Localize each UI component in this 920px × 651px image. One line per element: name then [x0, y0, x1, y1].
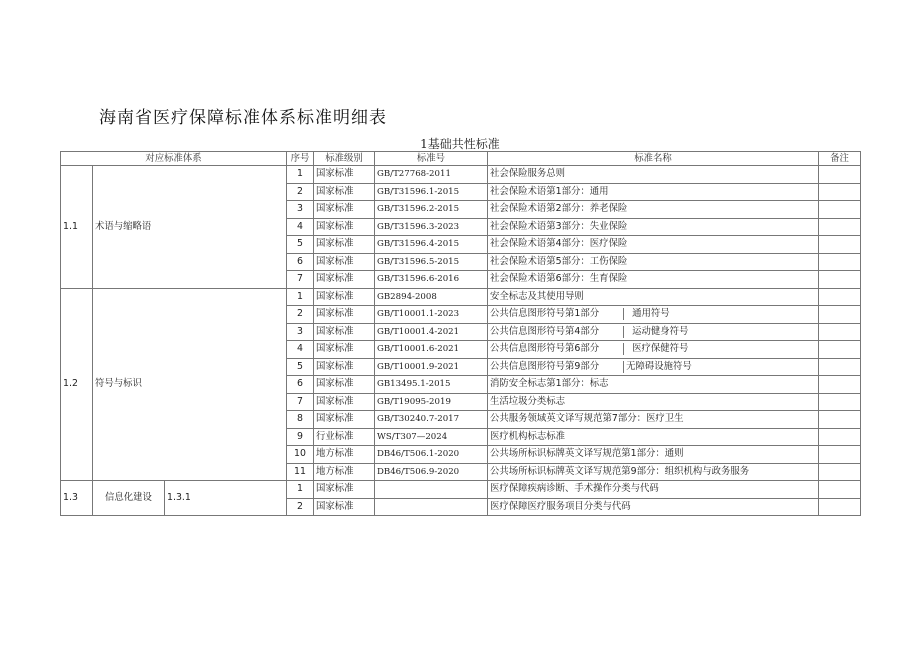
- header-code: 标准号: [375, 152, 488, 166]
- name-cell: [488, 358, 819, 376]
- level-cell: 国家标准: [314, 201, 375, 219]
- name-cell: 公共场所标识标牌英文译写规范第1部分：通则: [488, 446, 819, 464]
- remark-cell: [819, 166, 861, 184]
- header-level: 标准级别: [314, 152, 375, 166]
- code-cell: GB/T10001.9-2021: [375, 358, 488, 376]
- seq-cell: 6: [287, 376, 314, 394]
- seq-cell: 2: [287, 306, 314, 324]
- table-row: [61, 166, 861, 184]
- remark-cell: [819, 253, 861, 271]
- name-cell: 社会保险术语第5部分：工伤保险: [488, 253, 819, 271]
- name-cell: 医疗保障疾病诊断、手术操作分类与代码: [488, 481, 819, 499]
- header-remark: 备注: [819, 152, 861, 166]
- code-cell: DB46/T506.9-2020: [375, 463, 488, 481]
- level-cell: 国家标准: [314, 271, 375, 289]
- name-cell: 医疗保障医疗服务项目分类与代码: [488, 498, 819, 516]
- category-number: 1.2: [61, 288, 93, 481]
- level-cell: 国家标准: [314, 236, 375, 254]
- code-cell: GB/T31596.1-2015: [375, 183, 488, 201]
- seq-cell: 11: [287, 463, 314, 481]
- seq-cell: 2: [287, 183, 314, 201]
- remark-cell: [819, 498, 861, 516]
- seq-cell: 9: [287, 428, 314, 446]
- level-cell: 国家标准: [314, 253, 375, 271]
- name-cell: 公共场所标识标牌英文译写规范第9部分：组织机构与政务服务: [488, 463, 819, 481]
- remark-cell: [819, 288, 861, 306]
- standards-table: [60, 151, 861, 516]
- subcategory-number: 1.3.1: [165, 481, 287, 516]
- name-cell: 消防安全标志第1部分：标志: [488, 376, 819, 394]
- remark-cell: [819, 271, 861, 289]
- name-cell: 社会保险服务总则: [488, 166, 819, 184]
- seq-cell: 7: [287, 393, 314, 411]
- name-text: 公共信息图形符号第4部分: [490, 325, 600, 337]
- name-cell: 社会保险术语第6部分：生育保险: [488, 271, 819, 289]
- seq-cell: 7: [287, 271, 314, 289]
- name-cell: [488, 306, 819, 324]
- seq-cell: 3: [287, 323, 314, 341]
- seq-cell: 4: [287, 341, 314, 359]
- level-cell: 国家标准: [314, 498, 375, 516]
- code-cell: GB/T31596.2-2015: [375, 201, 488, 219]
- name-cell: 社会保险术语第1部分：通用: [488, 183, 819, 201]
- name-cell: 社会保险术语第3部分：失业保险: [488, 218, 819, 236]
- code-cell: GB13495.1-2015: [375, 376, 488, 394]
- category-label: 术语与缩略语: [93, 166, 287, 289]
- category-label: 符号与标识: [93, 288, 287, 481]
- level-cell: 国家标准: [314, 183, 375, 201]
- code-cell: GB/T27768-2011: [375, 166, 488, 184]
- name-note: 通用符号: [623, 308, 773, 320]
- name-cell: 生活垃圾分类标志: [488, 393, 819, 411]
- remark-cell: [819, 481, 861, 499]
- seq-cell: 5: [287, 358, 314, 376]
- name-cell: 社会保险术语第4部分：医疗保险: [488, 236, 819, 254]
- remark-cell: [819, 463, 861, 481]
- seq-cell: 1: [287, 288, 314, 306]
- remark-cell: [819, 306, 861, 324]
- section-title: 1基础共性标准: [420, 137, 500, 151]
- level-cell: 国家标准: [314, 358, 375, 376]
- name-cell: 公共服务领域英文译写规范第7部分：医疗卫生: [488, 411, 819, 429]
- seq-cell: 10: [287, 446, 314, 464]
- seq-cell: 2: [287, 498, 314, 516]
- remark-cell: [819, 393, 861, 411]
- level-cell: 国家标准: [314, 411, 375, 429]
- code-cell: GB/T19095-2019: [375, 393, 488, 411]
- level-cell: 国家标准: [314, 341, 375, 359]
- seq-cell: 8: [287, 411, 314, 429]
- name-cell: 社会保险术语第2部分：养老保险: [488, 201, 819, 219]
- level-cell: 国家标准: [314, 481, 375, 499]
- name-note: 医疗保健符号: [623, 343, 773, 355]
- level-cell: 国家标准: [314, 306, 375, 324]
- seq-cell: 1: [287, 481, 314, 499]
- level-cell: 地方标准: [314, 446, 375, 464]
- remark-cell: [819, 428, 861, 446]
- level-cell: 国家标准: [314, 393, 375, 411]
- header-name: 标准名称: [488, 152, 819, 166]
- remark-cell: [819, 358, 861, 376]
- table-row: [61, 288, 861, 306]
- code-cell: GB/T10001.4-2021: [375, 323, 488, 341]
- remark-cell: [819, 183, 861, 201]
- code-cell: [375, 481, 488, 499]
- level-cell: 国家标准: [314, 376, 375, 394]
- name-text: 公共信息图形符号第6部分: [490, 343, 600, 355]
- document-title: 海南省医疗保障标准体系标准明细表: [99, 108, 387, 128]
- table-row: [61, 481, 861, 499]
- remark-cell: [819, 218, 861, 236]
- code-cell: GB/T31596.3-2023: [375, 218, 488, 236]
- level-cell: 国家标准: [314, 218, 375, 236]
- name-text: 公共信息图形符号第1部分: [490, 308, 600, 320]
- name-text: 公共信息图形符号第9部分: [490, 360, 600, 372]
- level-cell: 国家标准: [314, 166, 375, 184]
- code-cell: WS/T307—2024: [375, 428, 488, 446]
- remark-cell: [819, 236, 861, 254]
- level-cell: 行业标准: [314, 428, 375, 446]
- category-label: 信息化建设: [93, 481, 165, 516]
- name-cell: 医疗机构标志标准: [488, 428, 819, 446]
- code-cell: GB/T31596.4-2015: [375, 236, 488, 254]
- header-row: [61, 152, 861, 166]
- level-cell: 国家标准: [314, 288, 375, 306]
- header-seq: 序号: [287, 152, 314, 166]
- seq-cell: 1: [287, 166, 314, 184]
- remark-cell: [819, 446, 861, 464]
- level-cell: 国家标准: [314, 323, 375, 341]
- name-cell: 安全标志及其使用导则: [488, 288, 819, 306]
- name-note: 运动健身符号: [623, 326, 773, 338]
- name-note: 无障碍设施符号: [623, 361, 773, 373]
- name-cell: [488, 341, 819, 359]
- seq-cell: 3: [287, 201, 314, 219]
- code-cell: GB/T30240.7-2017: [375, 411, 488, 429]
- code-cell: GB2894-2008: [375, 288, 488, 306]
- code-cell: GB/T31596.5-2015: [375, 253, 488, 271]
- category-number: 1.1: [61, 166, 93, 289]
- code-cell: GB/T10001.1-2023: [375, 306, 488, 324]
- remark-cell: [819, 201, 861, 219]
- code-cell: [375, 498, 488, 516]
- seq-cell: 6: [287, 253, 314, 271]
- name-cell: [488, 323, 819, 341]
- level-cell: 地方标准: [314, 463, 375, 481]
- remark-cell: [819, 341, 861, 359]
- code-cell: GB/T10001.6-2021: [375, 341, 488, 359]
- header-category: 对应标准体系: [61, 152, 287, 166]
- code-cell: DB46/T506.1-2020: [375, 446, 488, 464]
- seq-cell: 4: [287, 218, 314, 236]
- seq-cell: 5: [287, 236, 314, 254]
- code-cell: GB/T31596.6-2016: [375, 271, 488, 289]
- category-number: 1.3: [61, 481, 93, 516]
- remark-cell: [819, 376, 861, 394]
- remark-cell: [819, 411, 861, 429]
- remark-cell: [819, 323, 861, 341]
